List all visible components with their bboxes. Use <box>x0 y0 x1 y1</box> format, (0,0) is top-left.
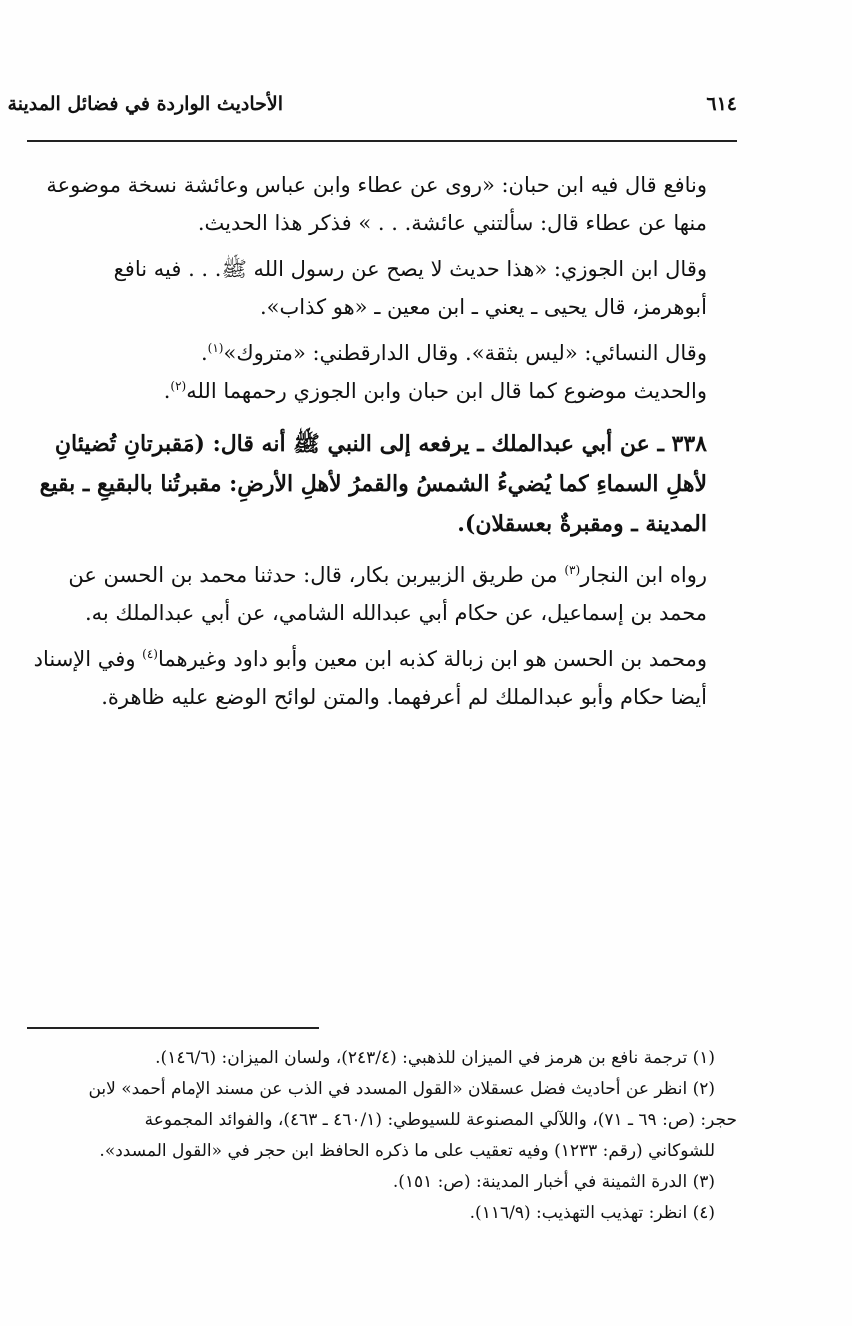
text-segment: رواه ابن النجار <box>580 563 707 587</box>
footnote-rule <box>27 1027 319 1029</box>
text-segment: وفي الإسناد <box>33 647 143 671</box>
footnote-ref[interactable]: (١) <box>207 341 224 355</box>
hadith-line: لأهلِ السماءِ كما يُضيءُ الشمسُ والقمرُ لأهلِ الأرضِ: مقبرتُنا بالبقيعِ ـ بقيع <box>39 471 707 497</box>
text-line: أيضا حكام وأبو عبدالملك لم أعرفهما. والمتن لوائح الوضع عليه ظاهرة. <box>101 685 707 709</box>
text-segment: ومحمد بن الحسن هو ابن زبالة كذبه ابن معين وأبو داود وغيرهما <box>157 647 707 671</box>
text-line: وقال النسائي: «ليس بثقة». وقال الدارقطني: «متروك» <box>223 341 707 365</box>
text-line <box>27 556 737 594</box>
paragraph-ibn-al-jawzi <box>27 250 737 326</box>
text-line-end: . <box>163 379 171 403</box>
paragraph-narrator-critique <box>27 640 737 716</box>
hadith-text: عن أبي عبدالملك ـ يرفعه إلى النبي ﷺ أنه قال: (مَقبرتانِ تُضيئانِ <box>54 431 650 457</box>
footnote-4: (٤) انظر: تهذيب التهذيب: (١١٦/٩). <box>469 1203 715 1223</box>
footnote-3: (٣) الدرة الثمينة في أخبار المدينة: (ص: ١٥١). <box>392 1172 715 1192</box>
text-line-end: . <box>200 341 208 365</box>
text-line: أبوهرمز، قال يحيى ـ يعني ـ ابن معين ـ «هو كذاب». <box>259 295 707 319</box>
hadith-line: المدينة ـ ومقبرةٌ بعسقلان). <box>457 511 707 537</box>
paragraph-ibn-hibban <box>27 166 737 242</box>
footnote-line: للشوكاني (رقم: ١٢٣٣) وفيه تعقيب على ما ذكره الحافظ ابن حجر في «القول المسدد». <box>99 1141 715 1161</box>
text-segment: من طريق الزبيربن بكار، قال: حدثنا محمد بن الحسن عن <box>68 563 565 587</box>
book-page <box>7 0 737 1326</box>
footnote-ref[interactable]: (٣) <box>564 563 581 577</box>
footnote-1: (١) ترجمة نافع بن هرمز في الميزان للذهبي: (٢٤٣/٤)، ولسان الميزان: (١٤٦/٦). <box>155 1048 715 1068</box>
text-line <box>27 640 737 678</box>
hadith-line <box>27 424 737 464</box>
text-line: وقال ابن الجوزي: «هذا حديث لا يصح عن رسول الله ﷺ. . . فيه نافع <box>113 257 707 281</box>
text-line: محمد بن إسماعيل، عن حكام أبي عبدالله الشامي، عن أبي عبدالملك به. <box>84 601 707 625</box>
header-rule <box>27 140 737 142</box>
footnote-line: حجر: (ص: ٦٩ ـ ٧١)، واللآلي المصنوعة للسيوطي: (٤٦٠/١ ـ ٤٦٣)، والفوائد المجموعة <box>144 1110 737 1130</box>
paragraph-takhrij <box>27 556 737 632</box>
page-number: ٦١٤ <box>706 93 737 115</box>
running-title: الأحاديث الواردة في فضائل المدينة <box>7 93 283 115</box>
text-line: والحديث موضوع كما قال ابن حبان وابن الجوزي رحمهما الله <box>186 379 707 403</box>
paragraph-nasai <box>27 334 737 372</box>
text-line: ونافع قال فيه ابن حبان: «روى عن عطاء وابن عباس وعائشة نسخة موضوعة <box>46 173 707 197</box>
footnote-ref[interactable]: (٤) <box>142 647 158 661</box>
text-line: منها عن عطاء قال: سألتني عائشة. . . » فذكر هذا الحديث. <box>197 211 707 235</box>
paragraph-verdict <box>27 372 737 410</box>
running-header <box>7 93 737 123</box>
main-text <box>27 166 737 724</box>
footnote-2 <box>27 1074 737 1167</box>
footnote-line: (٢) انظر عن أحاديث فضل عسقلان «القول المسدد في الذب عن مسند الإمام أحمد» لابن <box>88 1079 715 1099</box>
footnote-ref[interactable]: (٢) <box>170 379 187 393</box>
hadith-338 <box>27 424 737 544</box>
hadith-number: ٣٣٨ ـ <box>657 431 707 457</box>
footnotes <box>27 1043 737 1229</box>
